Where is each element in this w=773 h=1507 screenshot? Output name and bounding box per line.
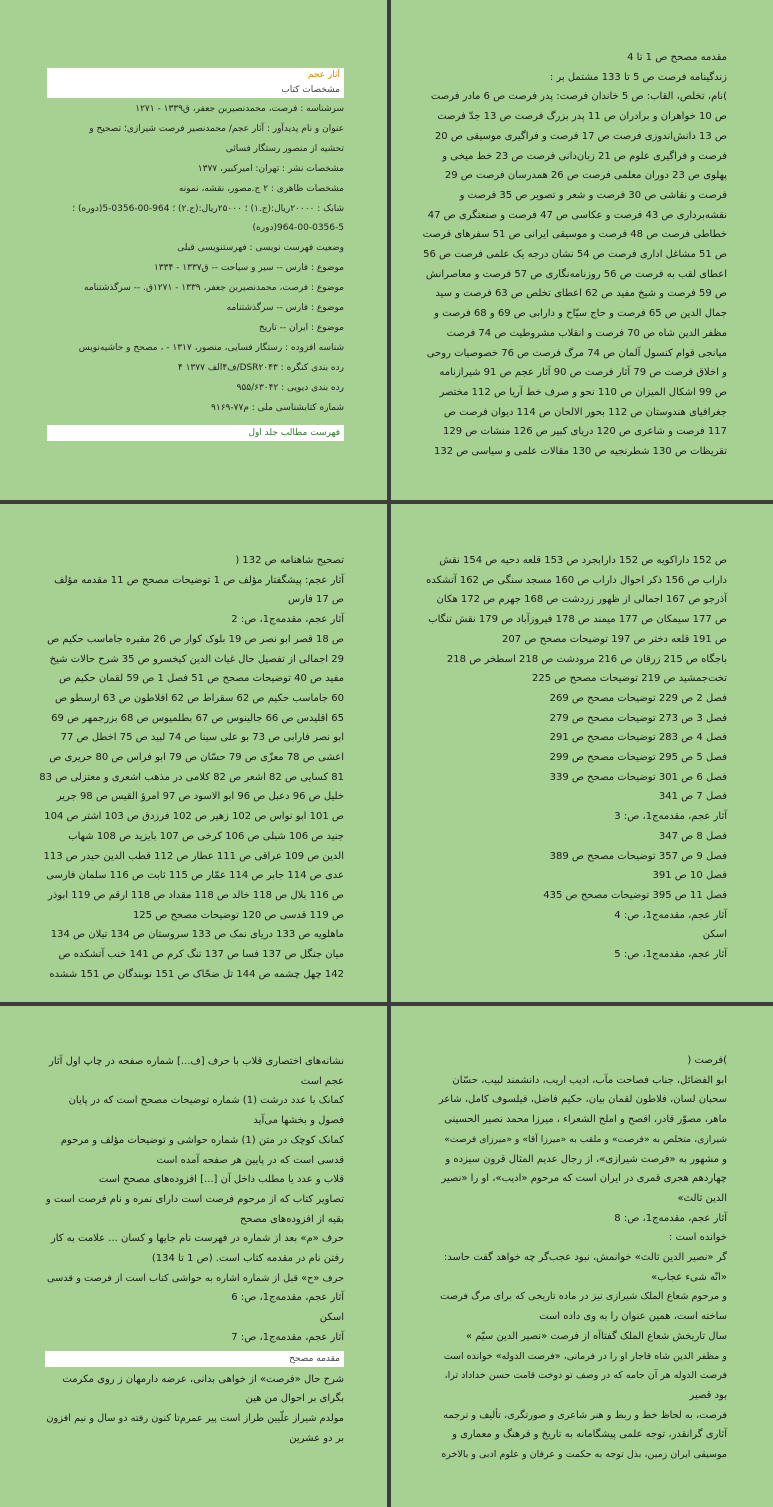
text-line: و مرحوم شعاع الملک شیرازی نیز در ماده تاریخی که برای مرگ فرصت	[440, 1291, 727, 1303]
text-line: تصاویر کتاب که از مرحوم فرصت است دارای نمره و نام فرصت است و	[45, 1193, 344, 1205]
text-line: اسکن	[319, 1312, 344, 1324]
text-line: جمال الدین ص 65 فرصت و حاج سیّاح و دارابی ص 69 و 68 فرصت و	[434, 308, 727, 320]
text-line: الدین ثالث»	[677, 1192, 727, 1204]
toc-text-block	[409, 48, 727, 462]
biography-text-block	[439, 1051, 727, 1465]
toc-volume-one-link[interactable]: فهرست مطالب جلد اول	[47, 425, 344, 441]
text-line: شیرازی، متخلص به «فرصت» و ملقب به «میرزا آقا» و «میرزای فرصت»	[444, 1133, 727, 1145]
text-line: و مظفر الدین شاه قاجار او را در فرمانی، «فرصت الدوله» خوانده است	[443, 1350, 727, 1362]
text-line: ص 10 خواهران و برادران ص 11 پدر بزرگ فرصت ص 13 جدّ فرصت	[437, 111, 727, 123]
text-line: فصل 7 ص 341	[658, 791, 727, 803]
metadata-line: رده بندی دیویی : ۹۵۵/۶۳۰۴۲	[236, 382, 344, 393]
text-line: تقریظات ص 130 شطرنجیه ص 130 مقالات علمی و سیاسی ص 132	[433, 446, 727, 458]
book-metadata-card	[47, 68, 344, 441]
text-line: سال تاریخش شعاع الملک گفتاآه از فرصت «نصیر الدین سیّم »	[465, 1330, 727, 1342]
text-line: کمانک کوچک در متن (1) شماره حواشی و توضیحات مؤلف و مرحوم	[60, 1134, 344, 1146]
text-line: آثار عجم: پیشگفتار مؤلف ص 1 توضیحات مصحح ص 11 مقدمه مؤلف	[54, 574, 344, 586]
metadata-line: موضوع : ایران -- تاریخ	[258, 322, 344, 333]
metadata-line: سرشناسه : فرصت، محمدنصیربن جعفر، ق۱۳۳۹ - ۱۲۷۱	[135, 104, 344, 114]
toc-text-block	[409, 551, 727, 965]
document-page-4	[391, 504, 773, 1002]
metadata-line: 964-00-0356-5(دوره)	[252, 223, 344, 234]
text-line: حرف «ح» قبل از شماره اشاره به حواشی کتاب است از فرصت و قدسی	[47, 1272, 344, 1284]
metadata-line: موضوع : فرصت، محمدنصیربن جعفر، ۱۳۳۹ - ۱۲۷۱ق. -- سرگذشتنامه	[84, 283, 344, 294]
metadata-line: موضوع : فارس -- سیر و سیاحت -- ق۱۳۳۷ - ۱۳۳۴	[153, 263, 344, 274]
poem-lines	[44, 1370, 344, 1449]
metadata-line: شابک : ۲۰۰۰۰ریال:(ج.۱) ؛ ۲۵۰۰۰ریال:(ج.۲) ؛ 964-00-0356-5(دوره) ؛	[72, 203, 344, 214]
text-line: پهلوی ص 23 دوران معلمی فرصت ص 26 همدرسان فرصت ص 29	[444, 170, 727, 182]
text-line: ص 99 اشکال المیزان ص 110 نحو و صرف خط آریا ص 112 مختصر	[439, 386, 727, 398]
metadata-line: شناسه افزوده : رستگار فسایی، منصور، ۱۳۱۷ - ، مصحح و حاشیه‌نویس	[78, 342, 344, 353]
text-line: گر «نصیر الدین ثالث» خوانمش، نبود عجب‌گر چه خواهد گفت حاسد:	[443, 1252, 727, 1264]
text-line: چهاردهم هجری قمری در ایران است که مرحوم «ادیب»، او را «نصیر	[441, 1173, 727, 1185]
metadata-line: عنوان و نام پدیدآور : آثار عجم/ محمدنصیر فرصت شیرازی؛ تصحیح و	[89, 123, 344, 134]
text-line: «انّه شیء عجاب»	[651, 1271, 727, 1283]
text-line: شرح حال «فرصت» از خواهی بدانی، عرضه دارمهان ز روی مکرمت	[62, 1373, 344, 1385]
text-line: خوانده است :	[668, 1232, 727, 1244]
text-line: مولدم شیراز علّیین طراز است پیر عمرم‌تا کنون رفته دو سال و نیم افزون	[46, 1412, 344, 1424]
text-line: آثار عجم، مقدمه‌ج1، ص: 2	[231, 614, 344, 626]
text-line: فصل 6 ص 301 توضیحات مصحح ص 339	[549, 771, 727, 783]
text-line: نقشه‌برداری ص 43 فرصت و عکاسی ص 47 فرصت و صنعتگری ص 47	[427, 209, 727, 221]
text-line: فصول و بخشها می‌آید	[253, 1115, 344, 1127]
text-line: ص 191 قلعه دختر ص 197 توضیحات مصحح ص 207	[502, 633, 727, 645]
text-line: عجم است	[300, 1075, 344, 1087]
text-line: ابو الفضائل، جناب فصاحت مآب، ادیب اریب، دانشمند لبیب، حسّان	[452, 1074, 727, 1086]
text-line: میانجی قوام کنسول آلمان ص 74 مرگ فرصت ص 76 خصوصیات روحی	[426, 347, 727, 359]
document-page-1	[0, 0, 387, 500]
document-page-2	[391, 0, 773, 500]
book-title-header: آثار عجم	[47, 68, 344, 82]
metadata-line: تحشیه از منصور رستگار فسائی	[225, 143, 344, 154]
text-line: آذرجو ص 167 اجمالی از ظهور زردشت ص 168 جهرم ص 172 هکان	[436, 594, 727, 606]
text-line: بود قصیر	[689, 1389, 727, 1401]
text-line: 81 کسایی ص 82 اشعر ص 82 کلامی در مذهب اشعری و معتزلی ص 83	[39, 771, 344, 783]
text-line: فرصت و فراگیری علوم ص 21 زبان‌دانی فرصت ص 23 خط میخی و	[442, 150, 727, 162]
text-line: ص 177 سیمکان ص 177 میمند ص 178 فیروزآباد ص 179 نقش تنگاب	[428, 614, 727, 626]
text-line: ساخته است، همین عنوان را به وی داده است	[539, 1311, 727, 1323]
text-line: ص 13 دانش‌اندوزی فرصت ص 17 فرصت و فراگیری موسیقی ص 20	[434, 130, 727, 142]
text-line: فصل 8 ص 347	[658, 830, 727, 842]
text-line: نشانه‌های اختصاری قلاب با حرف [ف...] شماره صفحه در چاپ اول آثار	[49, 1056, 344, 1067]
text-line: جنید ص 106 شبلی ص 106 کرخی ص 107 بایزید ص 108 شهاب	[68, 830, 344, 842]
text-line: و اخلاق فرصت ص 79 آثار فرصت ص 90 آثار عجم ص 91 شیرازنامه	[439, 367, 727, 379]
text-line: بگرای بر احوال من هین	[245, 1393, 344, 1405]
text-line: باجگاه ص 215 زرقان ص 216 مرودشت ص 218 اسطخر ص 218	[446, 653, 727, 665]
text-line: ماهلویه ص 133 دریای نمک ص 133 سروستان ص 134 تیلان ص 134	[50, 929, 344, 941]
text-line: زندگینامه فرصت ص 5 تا 133 مشتمل بر :	[549, 71, 727, 83]
metadata-lines	[47, 100, 344, 419]
abbreviations-lines	[44, 1052, 344, 1348]
document-page-6	[391, 1006, 773, 1507]
text-line: جغرافیای هندوستان ص 112 بحور الالحان ص 114 دیوان فرصت ص	[443, 406, 727, 418]
text-line: ابو نصر فارابی ص 73 بو علی سینا ص 74 لبید ص 75 اخطل ص 77	[60, 732, 344, 744]
text-line: خلیل ص 96 دعبل ص 96 ابو الاسود ص 97 امرؤ القیس ص 98 جریر	[56, 791, 344, 803]
text-line: فصل 9 ص 357 توضیحات مصحح ص 389	[549, 850, 727, 862]
text-line: کمانک با عدد درشت (1) شماره توضیحات مصحح است که در پایان	[68, 1095, 344, 1107]
text-line: فصل 10 ص 391	[652, 870, 727, 882]
text-line: اعطای لقب به فرصت ص 56 روزنامه‌نگاری ص 57 فرصت و معاصرانش	[425, 268, 727, 280]
text-line: ص 51 مشاغل اداری فرصت ص 54 نشان درجه یک علمی فرصت ص 56	[423, 249, 727, 261]
text-line: 29 اجمالی از تفصیل حال غیاث الدین کیخسرو ص 35 شرح حالات شیخ	[49, 653, 344, 665]
text-line: داراب ص 156 ذکر احوال داراب ص 160 مسجد سنگی ص 162 آتشکده	[426, 574, 727, 586]
text-line: حرف «م» بعد از شماره در فهرست نام جایها و کسان ... علامت به کار	[50, 1233, 344, 1245]
editor-preface-heading: مقدمه مصحح	[45, 1351, 344, 1367]
text-line: قدسی است که در پایین هر صفحه آمده است	[156, 1154, 344, 1166]
text-line: مظفر الدین شاه ص 70 فرصت و انقلاب مشروطیت ص 74 فرصت	[446, 327, 727, 339]
text-line: فرصت الدوله هر آن جامه که در وصف تو دوخت قامت حسن خداداد ترا،	[444, 1370, 727, 1382]
text-line: الدین ص 109 عراقی ص 111 عطار ص 112 قطب الدین حیدر ص 113	[43, 850, 344, 862]
text-line: سحبان لسان، فلاطون لقمان بیان، حکیم فاضل، فیلسوف کامل، شاعر	[438, 1094, 727, 1106]
text-line: فصل 4 ص 283 توضیحات مصحح ص 291	[549, 732, 727, 744]
metadata-line: وضعیت فهرست نویسی : فهرستنویسی قبلی	[177, 243, 344, 254]
text-line: 60 جاماسب حکیم ص 62 سقراط ص 62 افلاطون ص 63 ارسطو ص	[55, 692, 344, 704]
text-line: اعشی ص 78 معزّی ص 79 حسّان ص 79 ابو فراس ص 80 حریری ص	[49, 752, 344, 764]
text-line: ص 119 قدسی ص 120 توضیحات مصحح ص 125	[132, 909, 344, 921]
text-line: قلاب و عدد یا مطلب داخل آن [...] افزوده‌های مصحح است	[98, 1174, 344, 1186]
text-line: آثار عجم، مقدمه‌ج1، ص: 3	[614, 811, 727, 823]
text-line: آثار عجم، مقدمه‌ج1، ص: 4	[614, 909, 727, 921]
text-line: فصل 5 ص 295 توضیحات مصحح ص 299	[549, 752, 727, 764]
text-line: اسکن	[702, 929, 727, 941]
text-line: فصل 11 ص 395 توضیحات مصحح ص 435	[543, 889, 727, 901]
text-line: و مشهور به «فرصت شیرازی»، از رجال عدیم المثال قرون سیزده و	[445, 1153, 727, 1165]
document-page-5	[0, 1006, 387, 1507]
text-line: رفتن نام در مقدمه کتاب است. (ص 1 تا 134)	[151, 1253, 344, 1265]
text-line: ص 17 فارس	[287, 594, 344, 606]
metadata-line: موضوع : فارس -- سرگذشتنامه	[226, 303, 344, 314]
text-line: آثار عجم، مقدمه‌ج1، ص: 7	[231, 1331, 344, 1343]
text-line: ص 101 ابو نواس ص 102 زهیر ص 102 فرزدق ص 103 اشتر ص 104	[44, 811, 344, 823]
text-line: 65 اقلیدس ص 66 جالینوس ص 67 بطلمیوس ص 68 بزرجمهر ص 69	[51, 712, 344, 724]
metadata-line: مشخصات ظاهری : ۲ ج.مصور، نقشه، نمونه	[178, 183, 344, 194]
text-line: خطاطی فرصت ص 48 فرصت و موسیقی ایرانی ص 51 سفرهای فرصت	[422, 229, 727, 241]
text-line: )نام، تخلص، القاب: ص 5 خاندان فرصت: پدر فرصت ص 6 مادر فرصت	[430, 91, 727, 103]
text-line: فصل 2 ص 229 توضیحات مصحح ص 269	[549, 692, 727, 704]
text-line: ص 116 بلال ص 118 خالد ص 118 مقداد ص 118 ارقم ص 119 ابوذر	[48, 889, 344, 901]
metadata-line: رده بندی کنگره : DSR۲۰۴۳/ف۴الف ۱۳۷۷ ۴	[177, 362, 344, 373]
metadata-line: شماره کتابشناسی ملی : م۷۷-۹۱۶۹	[211, 402, 344, 413]
book-specs-header: مشخصات کتاب	[47, 82, 344, 98]
text-line: آثار عجم، مقدمه‌ج1، ص: 5	[614, 949, 727, 961]
text-line: ماهر، مصوّر قادر، افصح و املح الشعراء ، میرزا محمد نصیر الحسینی	[444, 1114, 727, 1126]
text-line: ص 152 داراکویه ص 152 دارابجرد ص 153 قلعه دحیه ص 154 نقش	[439, 555, 727, 566]
text-line: تخت‌جمشید ص 219 توضیحات مصحح ص 225	[532, 673, 727, 685]
document-page-3	[0, 504, 387, 1002]
text-line: ص 18 قصر ابو نصر ص 19 بلوک کوار ص 26 مقبره جاماسب حکیم ص	[47, 633, 344, 645]
text-line: )فرصت (	[687, 1055, 727, 1066]
text-line: فرصت و نقاشی ص 30 فرصت و شعر و تصویر ص 35 فرصت و	[459, 189, 727, 201]
text-line: فرصت، به لحاظ خط و ربط و هنر شاعری و صورتگری، تألیف و ترجمه	[443, 1409, 727, 1421]
text-line: آثاری گرانقدر، توجه علمی پیشگامانه به تاریخ و فرهنگ و معماری و	[452, 1429, 727, 1441]
text-line: آثار عجم، مقدمه‌ج1، ص: 6	[231, 1292, 344, 1304]
metadata-line: مشخصات نشر : تهران: امیرکبیر، ۱۳۷۷	[197, 163, 344, 174]
text-line: فصل 3 ص 273 توضیحات مصحح ص 279	[549, 712, 727, 724]
text-line: 117 فرصت و شاعری ص 120 دریای کبیر ص 126 منشات ص 129	[443, 426, 727, 438]
text-line: بر دو عشرین	[289, 1432, 344, 1444]
text-line: تصحیح شاهنامه ص 132 (	[235, 555, 344, 566]
text-line: ص 59 فرصت و شیخ مفید ص 62 اعطای تخلص ص 63 فرصت و سید	[435, 288, 727, 300]
text-line: مقدمه مصحح ص 1 تا 4	[627, 52, 727, 63]
text-line: میان جنگل ص 137 فسا ص 137 تنگ کرم ص 141 خنب آتشکده ص	[58, 949, 344, 961]
abbreviations-block	[44, 1052, 344, 1448]
text-line: عدی ص 114 جابر ص 114 عمّار ص 115 ثابت ص 116 سلمان فارسی	[46, 870, 344, 882]
text-line: موسیقی ایران زمین، بذل توجه به حکمت و عرفان و علوم ادبی و بالاخره	[441, 1449, 727, 1461]
text-line: بقیه از افزوده‌های مصحح	[239, 1213, 344, 1225]
text-line: مفید ص 40 توضیحات مصحح ص 51 فصل 1 ص 59 لقمان حکیم ص	[59, 673, 344, 685]
toc-text-block	[22, 551, 344, 984]
text-line: آثار عجم، مقدمه‌ج1، ص: 8	[614, 1212, 727, 1224]
text-line: 142 چهل چشمه ص 144 تل ضحّاک ص 151 نوبندگان ص 151 ششده	[49, 968, 344, 980]
